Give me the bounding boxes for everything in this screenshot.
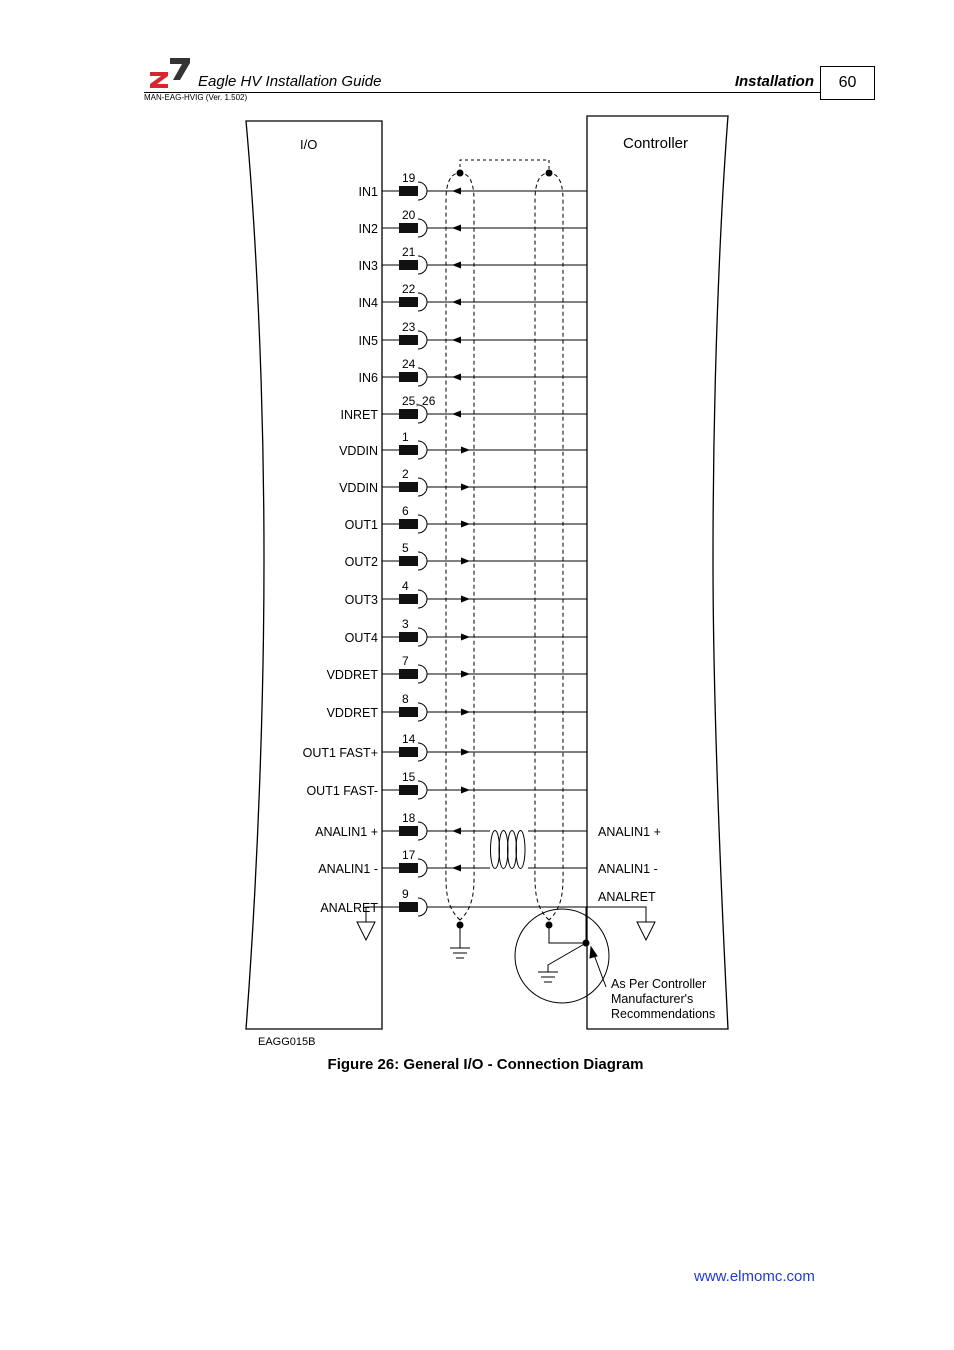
- pin-number: 24: [402, 357, 416, 371]
- pin-body: [399, 223, 418, 233]
- pin-signal-label: OUT3: [344, 593, 378, 607]
- connector-socket: [418, 859, 427, 877]
- pin-body: [399, 707, 418, 717]
- section-title: Installation: [734, 73, 814, 90]
- pin-number: 4: [402, 579, 409, 593]
- footer-website-link[interactable]: www.elmomc.com: [694, 1268, 815, 1285]
- note-pointer: [593, 952, 606, 987]
- connector-socket: [418, 781, 427, 799]
- pin-signal-label: OUT4: [344, 631, 378, 645]
- pin-signal-label: IN2: [358, 222, 378, 236]
- connector-socket: [418, 478, 427, 496]
- pin-row: [359, 282, 587, 311]
- pin-row: [345, 579, 587, 608]
- pin-number: 22: [402, 282, 416, 296]
- pin-number: 1: [402, 430, 409, 444]
- pin-row: [320, 887, 656, 916]
- pin-signal-label: OUT2: [344, 555, 378, 569]
- ground-wire: [587, 907, 646, 922]
- signal-arrow-out: [461, 749, 470, 756]
- pin-signal-label: ANALIN1 -: [318, 862, 378, 876]
- pin-body: [399, 409, 418, 419]
- pin-row: [306, 770, 587, 799]
- pin-row: [345, 617, 587, 646]
- pin-row: [339, 430, 587, 459]
- signal-arrow-out: [461, 484, 470, 491]
- controller-signal-label: ANALRET: [598, 890, 656, 904]
- pin-body: [399, 594, 418, 604]
- pin-body: [399, 335, 418, 345]
- signal-arrow-out: [461, 447, 470, 454]
- controller-note-line-2: Manufacturer's: [611, 992, 694, 1006]
- shield-bridge: [460, 160, 549, 173]
- signal-arrow-in: [452, 337, 461, 344]
- signal-arrow-out: [461, 671, 470, 678]
- pin-row: [339, 467, 587, 496]
- pin-body: [399, 863, 418, 873]
- connector-socket: [418, 515, 427, 533]
- pin-number: 14: [402, 732, 416, 746]
- pin-signal-label: IN5: [358, 334, 378, 348]
- pin-number: 15: [402, 770, 416, 784]
- connector-socket: [418, 182, 427, 200]
- pin-body: [399, 632, 418, 642]
- io-box-label: I/O: [300, 137, 318, 152]
- signal-arrow-in: [452, 411, 461, 418]
- pin-row: [341, 394, 588, 423]
- pin-signal-label: ANALRET: [320, 901, 378, 915]
- pin-row: [359, 320, 587, 349]
- twisted-pair-icon: [491, 831, 526, 869]
- connector-socket: [418, 822, 427, 840]
- twisted-pair-loop: [499, 831, 508, 869]
- pin-signal-label: IN1: [358, 185, 378, 199]
- controller-box-label: Controller: [623, 135, 689, 152]
- connector-socket: [418, 703, 427, 721]
- pin-row: [359, 357, 587, 386]
- connector-socket: [418, 590, 427, 608]
- pin-row: [359, 171, 587, 200]
- signal-arrow-out: [461, 596, 470, 603]
- earth-ground-icon: [450, 948, 470, 958]
- connector-socket: [418, 256, 427, 274]
- shield-node: [457, 170, 463, 176]
- pin-number: 25, 26: [402, 394, 436, 408]
- pin-signal-label: OUT1 FAST+: [302, 746, 378, 760]
- pin-row: [315, 811, 661, 840]
- pin-number: 5: [402, 541, 409, 555]
- controller-note-line-3: Recommendations: [611, 1007, 716, 1021]
- pin-row: [345, 504, 587, 533]
- connector-socket: [418, 219, 427, 237]
- pin-number: 7: [402, 654, 409, 668]
- connector-socket: [418, 665, 427, 683]
- pin-number: 3: [402, 617, 409, 631]
- signal-ground-icon: [637, 922, 655, 940]
- signal-arrow-in: [452, 262, 461, 269]
- pin-signal-label: INRET: [340, 408, 378, 422]
- signal-arrow-out: [461, 558, 470, 565]
- pin-body: [399, 260, 418, 270]
- pin-number: 20: [402, 208, 416, 222]
- connector-socket: [418, 441, 427, 459]
- signal-arrow-out: [461, 787, 470, 794]
- pin-signal-label: VDDRET: [326, 668, 378, 682]
- pin-number: 23: [402, 320, 416, 334]
- connector-socket: [418, 552, 427, 570]
- earth-ground-icon: [538, 972, 558, 982]
- figure-caption: Figure 26: General I/O - Connection Diagram: [327, 1056, 644, 1073]
- twisted-pair-loop: [491, 831, 500, 869]
- cable-shield: [446, 173, 474, 920]
- pin-body: [399, 785, 418, 795]
- controller-signal-label: ANALIN1 -: [598, 862, 658, 876]
- signal-arrow-in: [452, 828, 461, 835]
- pin-row: [359, 245, 587, 274]
- ground-wire: [548, 943, 586, 972]
- cable-shield: [535, 173, 563, 920]
- pin-row: [327, 654, 587, 683]
- io-box: [246, 121, 382, 1029]
- pin-number: 17: [402, 848, 416, 862]
- signal-arrow-in: [452, 374, 461, 381]
- pin-signal-label: IN4: [358, 296, 378, 310]
- signal-arrow-out: [461, 709, 470, 716]
- pin-number: 2: [402, 467, 409, 481]
- connector-socket: [418, 331, 427, 349]
- pin-body: [399, 902, 418, 912]
- pin-body: [399, 669, 418, 679]
- pin-signal-label: VDDRET: [326, 706, 378, 720]
- pin-body: [399, 556, 418, 566]
- document-title: Eagle HV Installation Guide: [198, 73, 382, 90]
- controller-note-line-1: As Per Controller: [611, 977, 707, 991]
- pin-row: [345, 541, 587, 570]
- document-code: MAN-EAG-HVIG (Ver. 1.502): [144, 93, 248, 102]
- pin-number: 6: [402, 504, 409, 518]
- page-number: 60: [820, 66, 875, 100]
- pin-number: 9: [402, 887, 409, 901]
- pin-signal-label: IN3: [358, 259, 378, 273]
- pin-row: [359, 208, 587, 237]
- connector-socket: [418, 293, 427, 311]
- note-pointer-arrow: [590, 947, 597, 958]
- twisted-pair-loop: [516, 831, 525, 869]
- signal-arrow-out: [461, 634, 470, 641]
- pin-body: [399, 826, 418, 836]
- connector-socket: [418, 743, 427, 761]
- signal-arrow-out: [461, 521, 470, 528]
- pin-number: 18: [402, 811, 416, 825]
- pin-number: 21: [402, 245, 416, 259]
- pin-signal-label: VDDIN: [339, 481, 378, 495]
- pin-body: [399, 445, 418, 455]
- twisted-pair-loop: [508, 831, 517, 869]
- signal-arrow-in: [452, 865, 461, 872]
- pin-body: [399, 519, 418, 529]
- pin-row: [327, 692, 587, 721]
- signal-arrow-in: [452, 188, 461, 195]
- pin-body: [399, 482, 418, 492]
- connector-socket: [418, 898, 427, 916]
- pin-signal-label: ANALIN1 +: [315, 825, 378, 839]
- pin-body: [399, 747, 418, 757]
- signal-ground-icon: [357, 922, 375, 940]
- figure-code: EAGG015B: [258, 1036, 316, 1048]
- pin-body: [399, 297, 418, 307]
- pin-row: [303, 732, 587, 761]
- shield-node: [546, 170, 552, 176]
- connector-socket: [418, 368, 427, 386]
- signal-arrow-in: [452, 225, 461, 232]
- pin-row: [318, 848, 658, 877]
- pin-signal-label: IN6: [358, 371, 378, 385]
- pin-body: [399, 372, 418, 382]
- pin-number: 8: [402, 692, 409, 706]
- pin-signal-label: VDDIN: [339, 444, 378, 458]
- signal-arrow-in: [452, 299, 461, 306]
- pin-signal-label: OUT1: [344, 518, 378, 532]
- pin-body: [399, 186, 418, 196]
- pin-signal-label: OUT1 FAST-: [306, 784, 378, 798]
- controller-signal-label: ANALIN1 +: [598, 825, 661, 839]
- connector-socket: [418, 628, 427, 646]
- pin-number: 19: [402, 171, 416, 185]
